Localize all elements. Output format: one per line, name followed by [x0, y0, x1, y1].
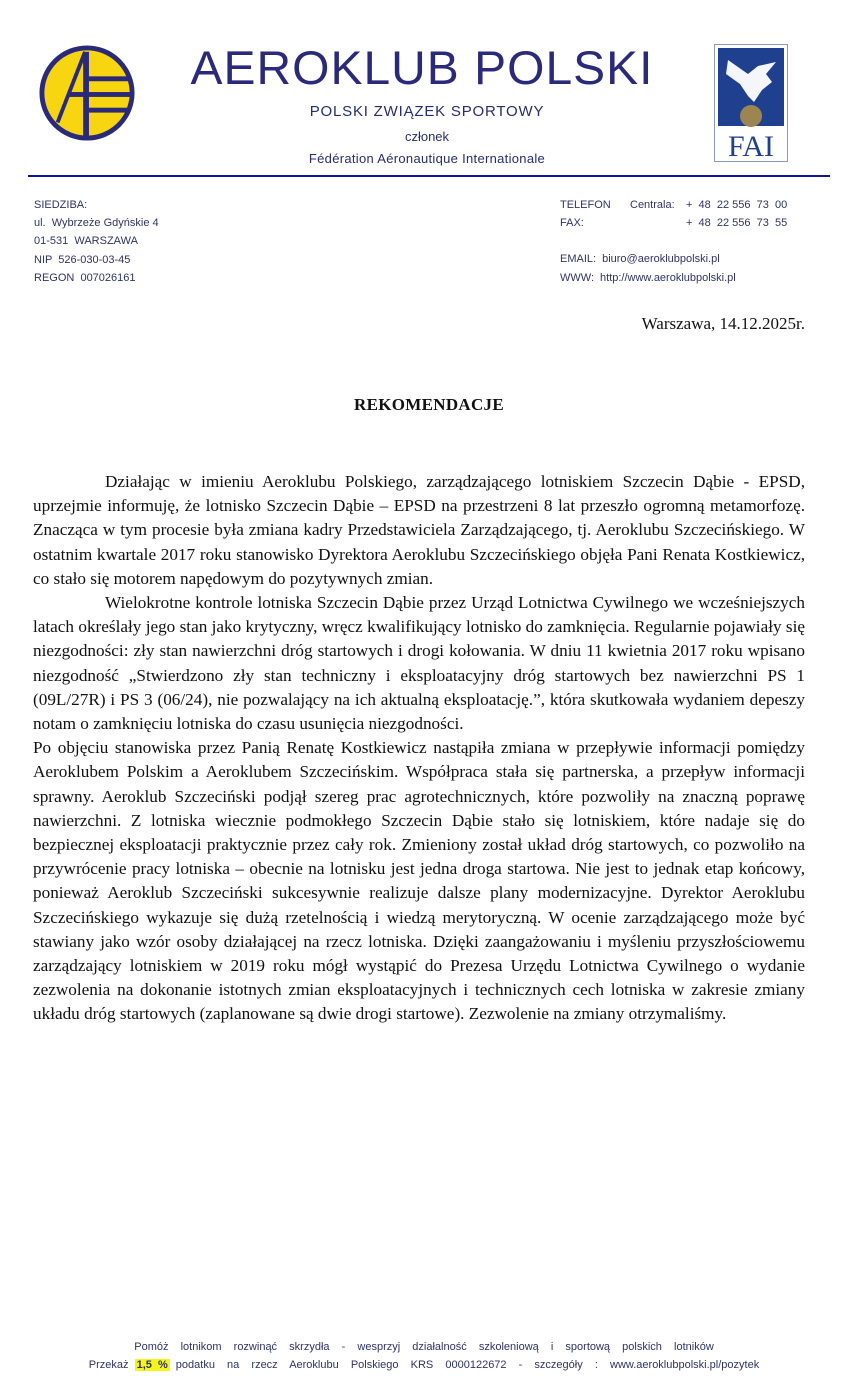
- svg-text:FAI: FAI: [727, 130, 775, 162]
- address-line: NIP 526-030-03-45: [34, 253, 131, 266]
- contact-block: [560, 196, 787, 287]
- aeroklub-polski-logo: [38, 44, 136, 142]
- address-line: ul. Wybrzeże Gdyńskie 4: [34, 217, 159, 230]
- fax-row: [560, 214, 787, 232]
- www-row: [560, 269, 787, 287]
- fai-logo: [714, 44, 788, 162]
- header-divider: [28, 175, 830, 177]
- letter-date: Warszawa, 14.12.2025r.: [641, 314, 805, 333]
- paragraph: Po objęciu stanowiska przez Panią Renatę Kostkiewicz nastąpiła zmiana w przepływie informacji pomiędzy Aeroklubem Polskim a Aeroklubem Szczecińskim. Współpraca stała się partnerska, a przepływ informacji sprawny. Aeroklub Szczeciński podjął szereg prac agrotechnicznych, które pozwoliły na znaczną poprawę nawierzchni. Z lotniska wiecznie podmokłego Szczecin Dąbie stało się lotniskiem, które nadaje się do bezpiecznej eksploatacji praktycznie przez cały rok. Zmieniony został układ dróg startowych, co pozwoliło na przywrócenie pracy lotniska – obecnie na lotnisku jest jedna droga startowa. Nie jest to jednak etap końcowy, ponieważ Aeroklub Szczeciński sukcesywnie realizuje dalsze plany modernizacyjne. Dyrektor Aeroklubu Szczecińskiego wykazuje się dużą rzetelnością i wiedzą merytoryczną. W ocenie zarządzającego może być stawiany jako wzór osoby działającej na rzecz lotniska. Dzięki zaangażowaniu i myśleniu przyszłościowemu zarządzający lotniskiem w 2019 roku mógł wystąpić do Prezesa Urzędu Lotnictwa Cywilnego o wydanie zezwolenia na dokonanie istotnych zmian eksploatacyjnych i technicznych cech lotniska w zakresie zmiany układu dróg startowych (zaplanowane są dwie drogi startowe). Zezwolenie na zmiany otrzymaliśmy.: [33, 738, 805, 1024]
- www-link[interactable]: http://www.aeroklubpolski.pl: [600, 271, 736, 284]
- address-line: SIEDZIBA:: [34, 199, 88, 211]
- fax-label: FAX:: [560, 217, 584, 230]
- email-row: [560, 250, 787, 268]
- phone-sub-label: Centrala:: [630, 199, 675, 211]
- footer-line-1: Pomóż lotnikom rozwinąć skrzydła - wesprzyj działalność szkoleniową i sportową polskich lotników: [134, 1341, 714, 1353]
- tax-percent-highlight: 1,5 %: [136, 1359, 168, 1371]
- email-link[interactable]: biuro@aeroklubpolski.pl: [602, 253, 720, 266]
- organization-name: AEROKLUB POLSKI: [190, 41, 654, 94]
- paragraph: Działając w imieniu Aeroklubu Polskiego, zarządzającego lotniskiem Szczecin Dąbie - EPSD, uprzejmie informuję, że lotnisko Szczecin Dąbie – EPSD na przestrzeni 8 lat przeszło ogromną metamorfozę. Znacząca w tym procesie była zmiana kadry Przedstawiciela Zarządzającego, tj. Aeroklubu Szczecińskiego. W ostatnim kwartale 2017 roku stanowisko Dyrektora Aeroklubu Szczecińskiego objęła Pani Renata Kostkiewicz, co stało się motorem napędowym do pozytywnych zmian.: [33, 472, 805, 588]
- phone-row: [560, 196, 787, 214]
- letter-title: REKOMENDACJE: [354, 395, 504, 414]
- phone-label: TELEFON: [560, 199, 611, 211]
- phone-value: + 48 22 556 73 00: [686, 199, 788, 211]
- address-line: REGON 007026161: [34, 271, 136, 284]
- address-block: [34, 196, 159, 287]
- letter-body: [33, 470, 805, 1027]
- footer-suffix: podatku na rzecz Aeroklubu Polskiego KRS 0000122672 - szczegóły : www.aeroklubpolski.pl/pozytek: [175, 1359, 760, 1371]
- federation-name: Fédération Aéronautique Internationale: [308, 151, 546, 166]
- footer-line-2: [0, 1356, 848, 1374]
- footer: [0, 1338, 848, 1374]
- organization-subtitle: POLSKI ZWIĄZEK SPORTOWY: [309, 103, 545, 120]
- paragraph: Wielokrotne kontrole lotniska Szczecin Dąbie przez Urząd Lotnictwa Cywilnego we wcześniejszych latach określały jego stan jako krytyczny, wręcz kwalifikujący lotnisko do zamknięcia. Regularnie pojawiały się niezgodności: zły stan nawierzchni dróg startowych i drogi kołowania. W dniu 11 kwietnia 2017 roku wpisano niezgodność „Stwierdzono zły stan techniczny i eksploatacyjny dróg startowych bez nawierzchni PS 1 (09L/27R) i PS 3 (06/24), nie pozwalający na ich aktualną eksploatację.”, która skutkowała wydaniem depeszy notam o zamknięciu lotniska do czasu usunięcia niezgodności.: [33, 593, 805, 734]
- fax-value: + 48 22 556 73 55: [686, 217, 788, 230]
- address-line: 01-531 WARSZAWA: [34, 235, 138, 248]
- www-label: WWW:: [560, 271, 595, 284]
- email-label: EMAIL:: [560, 253, 597, 266]
- footer-prefix: Przekaż: [88, 1359, 129, 1371]
- member-label: członek: [404, 129, 450, 144]
